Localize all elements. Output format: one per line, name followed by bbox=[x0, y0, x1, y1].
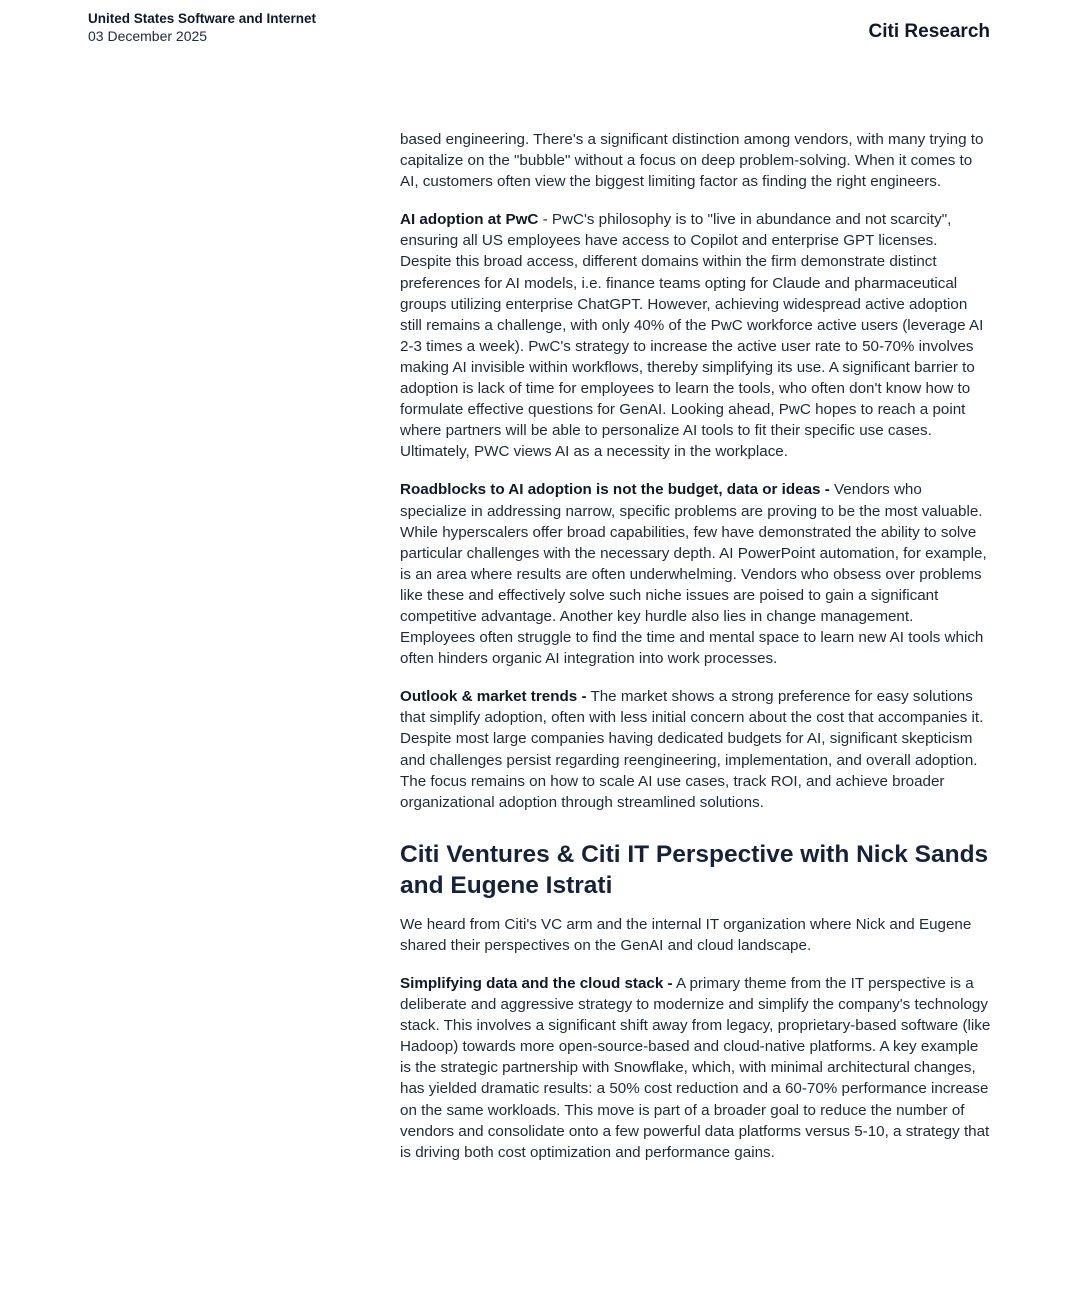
report-date: 03 December 2025 bbox=[88, 28, 208, 44]
roadblocks-text: Vendors who specialize in addressing narrow, specific problems are proving to be the most valuable. While hyperscalers offer broad capabilities, few have demonstrated the ability to solve particular challenges with the necessary depth. AI PowerPoint automation, for example, is an area where results are often underwhelming. Vendors who obsess over problems like these and effectively solve such niche issues are poised to gain a significant competitive advantage. Another key hurdle also lies in change management. Employees often struggle to find the time and mental space to learn new AI tools which often hinders organic AI integration into work processes. bbox=[400, 481, 987, 668]
outlook-paragraph bbox=[400, 686, 992, 813]
pwc-paragraph bbox=[400, 209, 992, 462]
cloud-text: A primary theme from the IT perspective is a deliberate and aggressive strategy to modernize and simplify the company's technology stack. This involves a significant shift away from legacy, proprietary-based software (like Hadoop) towards more open-source-based and cloud-native platforms. A key example is the strategic partnership with Snowflake, which, with minimal architectural changes, has yielded dramatic results: a 50% cost reduction and a 60-70% performance increase on the same workloads. This move is part of a broader goal to reduce the number of vendors and consolidate onto a few powerful data platforms versus 5-10, a strategy that is driving both cost optimization and performance gains. bbox=[400, 975, 991, 1161]
report-header bbox=[88, 10, 316, 45]
brand-name: Citi Research bbox=[868, 21, 990, 42]
cloud-paragraph bbox=[400, 973, 992, 1163]
roadblocks-lead: Roadblocks to AI adoption is not the budget, data or ideas - bbox=[400, 481, 830, 499]
report-sector: United States Software and Internet bbox=[88, 11, 317, 26]
outlook-lead: Outlook & market trends - bbox=[400, 688, 587, 706]
pwc-text: - PwC's philosophy is to "live in abundance and not scarcity", ensuring all US employees have access to Copilot and enterprise GPT licenses. Despite this broad access, different domains within the firm demonstrate distinct preferences for AI models, i.e. finance teams opting for Claude and pharmaceutical groups utilizing enterprise ChatGPT. However, achieving widespread active adoption still remains a challenge, with only 40% of the PwC workforce active users (leverage AI 2-3 times a week). PwC's strategy to increase the active user rate to 50-70% involves making AI invisible within workflows, thereby simplifying its use. A significant barrier to adoption is lack of time for employees to learn the tools, who often don't know how to formulate effective questions for GenAI. Looking ahead, PwC hopes to reach a point where partners will be able to personalize AI tools to fit their specific use cases. Ultimately, PWC views AI as a necessity in the workplace. bbox=[400, 211, 984, 461]
section-heading: Citi Ventures & Citi IT Perspective with Nick Sands and Eugene Istrati bbox=[400, 840, 989, 899]
article-body bbox=[400, 129, 992, 1180]
cloud-lead: Simplifying data and the cloud stack - bbox=[400, 975, 673, 992]
outlook-text: The market shows a strong preference for easy solutions that simplify adoption, often with less initial concern about the cost that accompanies it. Despite most large companies having dedicated budgets for AI, significant skepticism and challenges persist regarding reengineering, implementation, and overall adoption. The focus remains on how to scale AI use cases, track ROI, and achieve broader organizational adoption through streamlined solutions. bbox=[400, 688, 984, 811]
intro-paragraph: based engineering. There's a significant distinction among vendors, with many trying to capitalize on the "bubble" without a focus on deep problem-solving. When it comes to AI, customers often view the biggest limiting factor as finding the right engineers. bbox=[400, 131, 984, 191]
roadblocks-paragraph bbox=[400, 479, 992, 669]
pwc-lead: AI adoption at PwC bbox=[400, 211, 539, 229]
section-intro-paragraph: We heard from Citi's VC arm and the internal IT organization where Nick and Eugene shared their perspectives on the GenAI and cloud landscape. bbox=[400, 915, 972, 954]
